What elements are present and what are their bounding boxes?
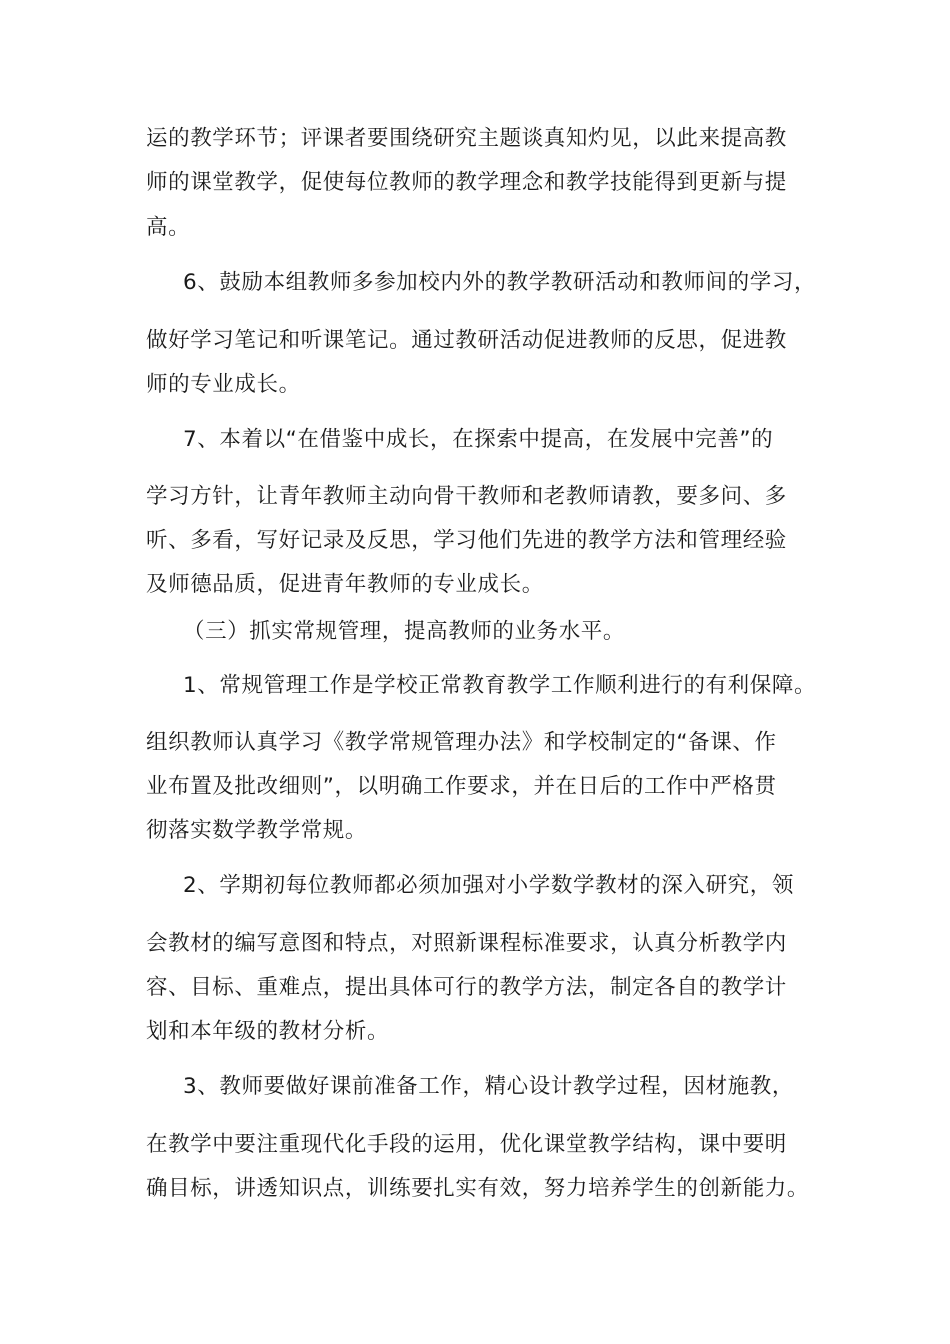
section-heading: （三）抓实常规管理，提高教师的业务水平。 xyxy=(183,619,626,644)
text-line: 听、多看，写好记录及反思，学习他们先进的教学方法和管理经验 xyxy=(146,528,787,553)
text-line: 学习方针，让青年教师主动向骨干教师和老教师请教，要多问、多 xyxy=(146,484,787,509)
text-line: 会教材的编写意图和特点，对照新课程标准要求，认真分析教学内 xyxy=(146,931,787,956)
text-line: 在教学中要注重现代化手段的运用，优化课堂教学结构，课中要明 xyxy=(146,1132,787,1157)
text-line: 运的教学环节；评课者要围绕研究主题谈真知灼见，以此来提高教 xyxy=(146,126,787,151)
text-line: 组织教师认真学习《教学常规管理办法》和学校制定的“备课、作 xyxy=(146,730,777,755)
text-line: 师的课堂教学，促使每位教师的教学理念和教学技能得到更新与提 xyxy=(146,170,787,195)
text-line: 彻落实数学教学常规。 xyxy=(146,818,368,843)
text-line: 划和本年级的教材分析。 xyxy=(146,1019,390,1044)
text-line: 3、教师要做好课前准备工作，精心设计教学过程，因材施教， xyxy=(183,1074,794,1099)
text-line: 1、常规管理工作是学校正常教育教学工作顺利进行的有利保障。 xyxy=(183,673,817,698)
text-line: 7、本着以“在借鉴中成长，在探索中提高，在发展中完善”的 xyxy=(183,427,774,452)
text-line: 做好学习笔记和听课笔记。通过教研活动促进教师的反思，促进教 xyxy=(146,328,787,353)
text-line: 师的专业成长。 xyxy=(146,372,301,397)
text-line: 及师德品质，促进青年教师的专业成长。 xyxy=(146,572,544,597)
text-line: 2、学期初每位教师都必须加强对小学数学教材的深入研究，领 xyxy=(183,873,794,898)
text-line: 6、鼓励本组教师多参加校内外的教学教研活动和教师间的学习， xyxy=(183,270,817,295)
text-line: 业布置及批改细则”，以明确工作要求，并在日后的工作中严格贯 xyxy=(146,774,777,799)
text-line: 容、目标、重难点，提出具体可行的教学方法，制定各自的教学计 xyxy=(146,975,787,1000)
text-line: 高。 xyxy=(146,215,191,240)
text-line: 确目标，讲透知识点，训练要扎实有效，努力培养学生的创新能力。 xyxy=(146,1176,810,1201)
